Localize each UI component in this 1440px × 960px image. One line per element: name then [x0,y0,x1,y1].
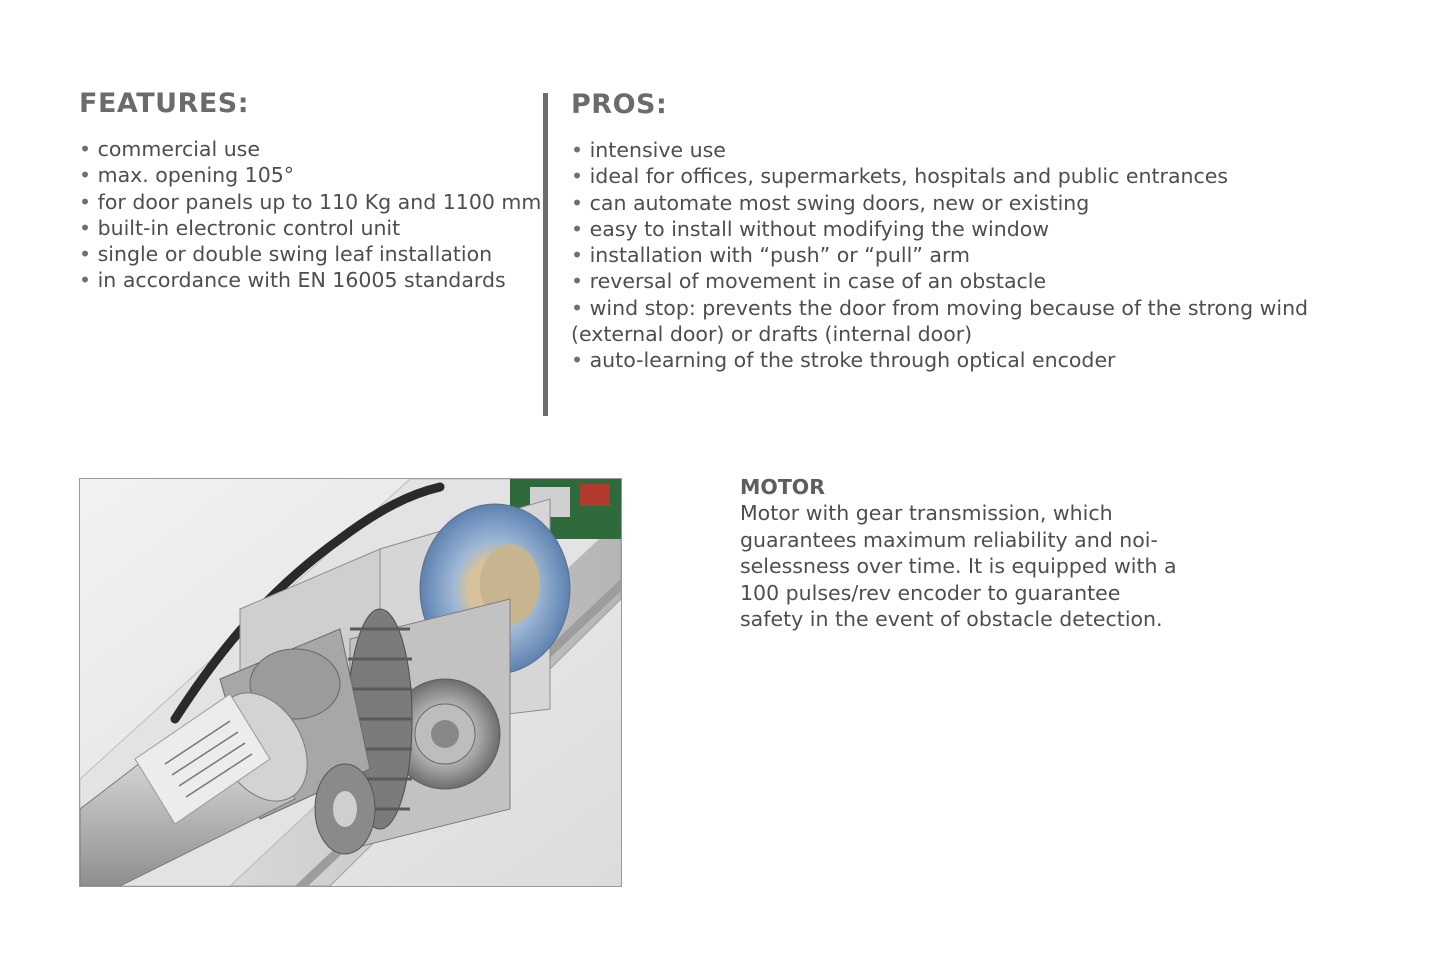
motor-title: MOTOR [740,475,826,499]
features-item: • built-in electronic control unit [79,215,539,241]
features-item: • in accordance with EN 16005 standards [79,267,539,293]
pros-item: • can automate most swing doors, new or existing [571,190,1311,216]
column-divider [543,93,548,416]
motor-description: Motor with gear transmission, which guarantees maximum reliability and noi- selessness over time. It is equipped with a 100 pulses/rev encoder to guarantee safety in the event of obstacle detection. [740,501,1177,632]
features-item: • commercial use [79,136,539,162]
motor-section [740,474,1180,632]
pros-item: • installation with “push” or “pull” arm [571,242,1311,268]
pros-item: • easy to install without modifying the window [571,216,1311,242]
motor-photo [79,478,622,887]
pros-item: • ideal for offices, supermarkets, hospitals and public entrances [571,163,1311,189]
pros-item: • reversal of movement in case of an obstacle [571,268,1311,294]
features-item: • single or double swing leaf installation [79,241,539,267]
pros-item: • auto-learning of the stroke through optical encoder [571,347,1311,373]
features-list [79,136,542,294]
pros-item: • wind stop: prevents the door from moving because of the strong wind (external door) or drafts (internal door) [571,295,1311,348]
features-item: • max. opening 105° [79,162,539,188]
pros-item: • intensive use [571,137,1311,163]
features-item: • for door panels up to 110 Kg and 1100 mm [79,189,539,215]
features-title: FEATURES: [79,88,250,119]
pros-title: PROS: [571,89,668,120]
pros-list [571,137,1311,374]
